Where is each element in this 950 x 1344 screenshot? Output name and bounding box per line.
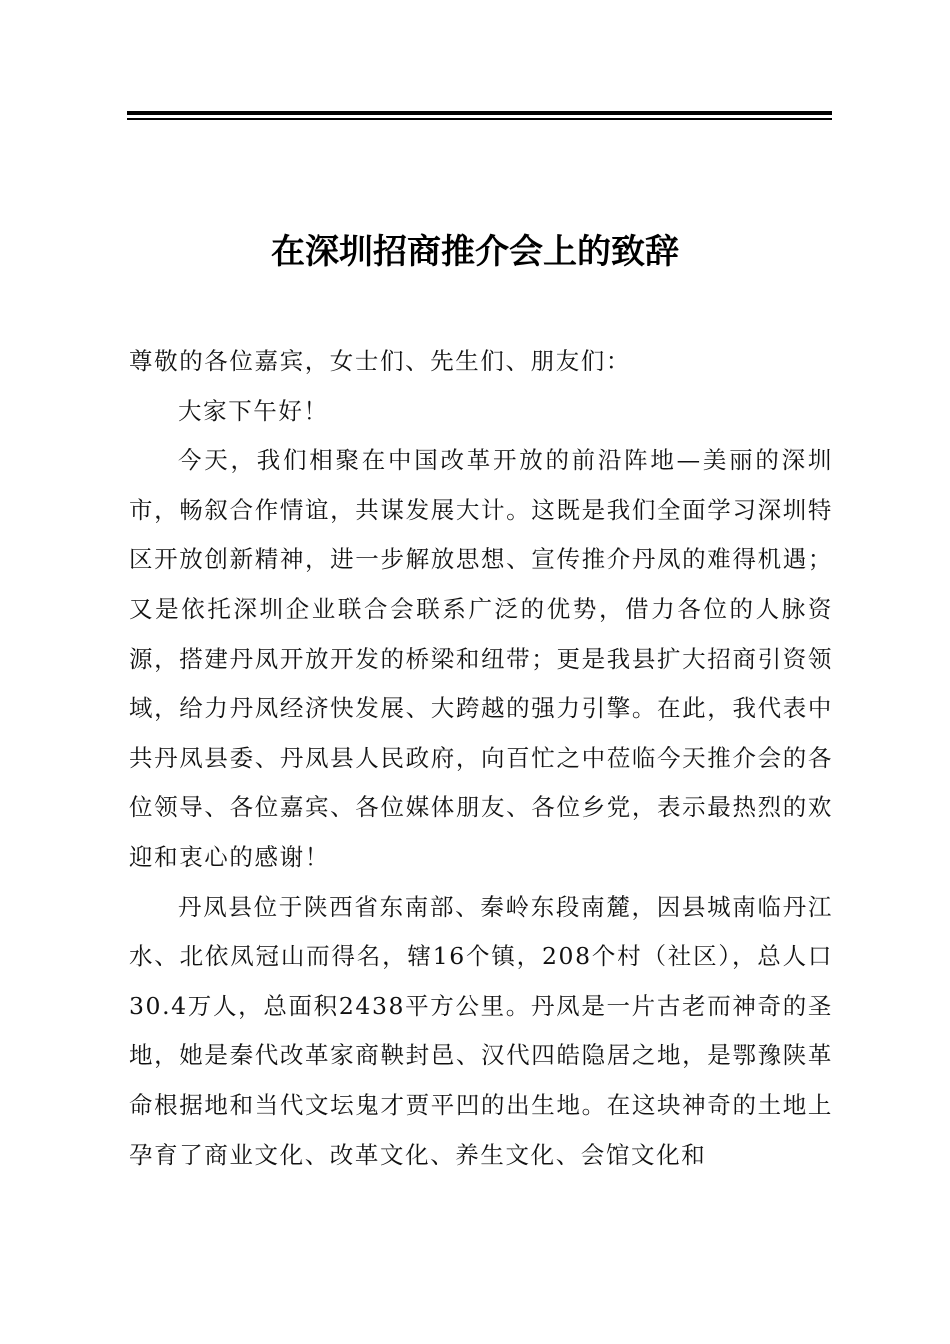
- paragraph-county-intro: 丹凤县位于陕西省东南部、秦岭东段南麓，因县城南临丹江水、北依凤冠山而得名，辖16个镇，208个村（社区），总人口30.4万人，总面积2438平方公里。丹凤是一片古老而神奇的圣地，她是秦代改革家商鞅封邑、汉代四皓隐居之地，是鄂豫陕革命根据地和当代文坛鬼才贾平凹的出生地。在这块神奇的土地上孕育了商业文化、改革文化、养生文化、会馆文化和: [129, 892, 833, 1169]
- header-rule-thin: [127, 118, 832, 120]
- paragraph-greeting: 大家下午好！: [178, 396, 329, 425]
- header-rule-thick: [127, 111, 832, 115]
- paragraph-welcome: 今天，我们相聚在中国改革开放的前沿阵地—美丽的深圳市，畅叙合作情谊，共谋发展大计。这既是我们全面学习深圳特区开放创新精神，进一步解放思想、宣传推介丹凤的难得机遇；又是依托深圳企业联合会联系广泛的优势，借力各位的人脉资源，搭建丹凤开放开发的桥梁和纽带；更是我县扩大招商引资领域，给力丹凤经济快发展、大跨越的强力引擎。在此，我代表中共丹凤县委、丹凤县人民政府，向百忙之中莅临今天推介会的各位领导、各位嘉宾、各位媒体朋友、各位乡党，表示最热烈的欢迎和衷心的感谢！: [129, 446, 833, 871]
- salutation: 尊敬的各位嘉宾，女士们、先生们、朋友们：: [129, 347, 631, 375]
- document-body: [129, 337, 833, 1180]
- document-title: 在深圳招商推介会上的致辞: [271, 232, 679, 272]
